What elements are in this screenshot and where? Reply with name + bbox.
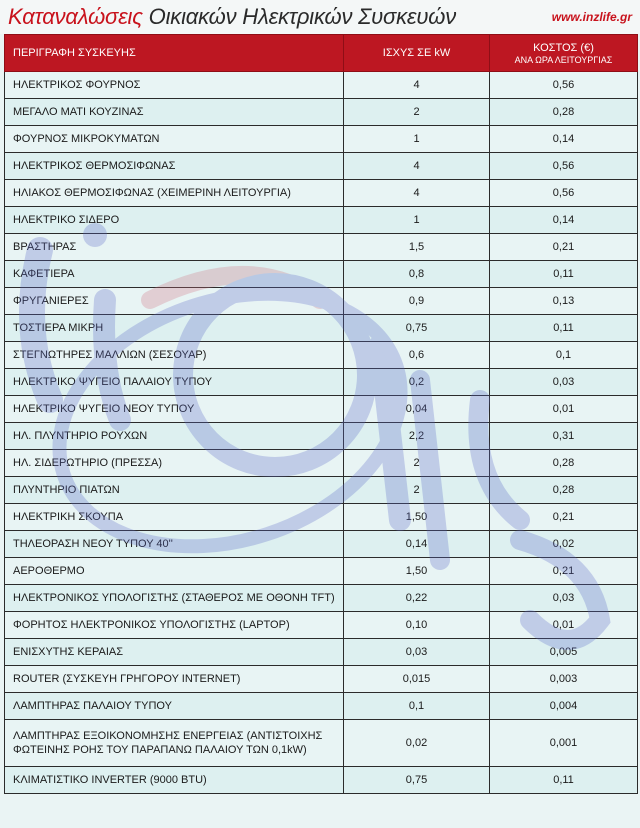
table-row — [5, 153, 638, 180]
appliance-name-cell: ΠΛΥΝΤΗΡΙΟ ΠΙΑΤΩΝ — [5, 477, 344, 504]
table-row — [5, 99, 638, 126]
table-row — [5, 585, 638, 612]
appliance-name-cell: ΛΑΜΠΤΗΡΑΣ ΕΞΟΙΚΟΝΟΜΗΣΗΣ ΕΝΕΡΓΕΙΑΣ (ΑΝΤΙΣΤΟΙΧΗΣ ΦΩΤΕΙΝΗΣ ΡΟΗΣ ΤΟΥ ΠΑΡΑΠΑΝΩ ΠΑΛΑΙΟΥ ΤΩΝ 0,1kW) — [5, 720, 344, 767]
column-header-cost-sublabel: ΑΝΑ ΩΡΑ ΛΕΙΤΟΥΡΓΙΑΣ — [514, 54, 613, 65]
appliance-name-cell: ΗΛΕΚΤΡΙΚΟΣ ΘΕΡΜΟΣΙΦΩΝΑΣ — [5, 153, 344, 180]
table-row — [5, 315, 638, 342]
power-cell: 0,015 — [344, 666, 490, 693]
power-cell: 4 — [344, 72, 490, 99]
table-row — [5, 639, 638, 666]
power-cell: 1 — [344, 126, 490, 153]
table-row — [5, 504, 638, 531]
power-cell: 0,02 — [344, 720, 490, 767]
table-row — [5, 126, 638, 153]
power-cell: 0,04 — [344, 396, 490, 423]
cost-cell: 0,1 — [490, 342, 638, 369]
table-row — [5, 288, 638, 315]
cost-cell: 0,56 — [490, 180, 638, 207]
cost-cell: 0,21 — [490, 504, 638, 531]
consumption-table — [4, 34, 638, 794]
power-cell: 0,8 — [344, 261, 490, 288]
page-title — [8, 4, 456, 30]
appliance-name-cell: ΦΡΥΓΑΝΙΕΡΕΣ — [5, 288, 344, 315]
table-row — [5, 180, 638, 207]
cost-cell: 0,03 — [490, 585, 638, 612]
appliance-name-cell: ΗΛΕΚΤΡΙΚΟ ΣΙΔΕΡΟ — [5, 207, 344, 234]
table-row — [5, 720, 638, 767]
table-row — [5, 72, 638, 99]
table-row — [5, 450, 638, 477]
consumption-table-wrapper — [4, 34, 637, 794]
column-header-cost-label: ΚΟΣΤΟΣ (€) — [533, 41, 594, 54]
power-cell: 4 — [344, 153, 490, 180]
table-body — [5, 72, 638, 794]
cost-cell: 0,13 — [490, 288, 638, 315]
appliance-name-cell: ΤΗΛΕΟΡΑΣΗ ΝΕΟΥ ΤΥΠΟΥ 40'' — [5, 531, 344, 558]
cost-cell: 0,11 — [490, 261, 638, 288]
title-rest: Οικιακών Ηλεκτρικών Συσκευών — [148, 4, 457, 29]
cost-cell: 0,14 — [490, 207, 638, 234]
power-cell: 0,10 — [344, 612, 490, 639]
appliance-name-cell: ΗΛΕΚΤΡΟΝΙΚΟΣ ΥΠΟΛΟΓΙΣΤΗΣ (ΣΤΑΘΕΡΟΣ ΜΕ ΟΘΟΝΗ TFT) — [5, 585, 344, 612]
appliance-name-cell: ΤΟΣΤΙΕΡΑ ΜΙΚΡΗ — [5, 315, 344, 342]
page-header — [0, 0, 640, 34]
cost-cell: 0,14 — [490, 126, 638, 153]
cost-cell: 0,004 — [490, 693, 638, 720]
cost-cell: 0,28 — [490, 450, 638, 477]
cost-cell: 0,01 — [490, 612, 638, 639]
title-accent: Καταναλώσεις — [8, 4, 143, 29]
cost-cell: 0,21 — [490, 234, 638, 261]
power-cell: 4 — [344, 180, 490, 207]
power-cell: 2 — [344, 450, 490, 477]
appliance-name-cell: ΕΝΙΣΧΥΤΗΣ ΚΕΡΑΙΑΣ — [5, 639, 344, 666]
cost-cell: 0,11 — [490, 767, 638, 794]
appliance-name-cell: ΑΕΡΟΘΕΡΜΟ — [5, 558, 344, 585]
power-cell: 1,50 — [344, 504, 490, 531]
appliance-name-cell: ΗΛΕΚΤΡΙΚΟΣ ΦΟΥΡΝΟΣ — [5, 72, 344, 99]
table-row — [5, 261, 638, 288]
table-row — [5, 612, 638, 639]
power-cell: 2 — [344, 477, 490, 504]
power-cell: 0,22 — [344, 585, 490, 612]
table-row — [5, 396, 638, 423]
cost-cell: 0,28 — [490, 99, 638, 126]
cost-cell: 0,11 — [490, 315, 638, 342]
power-cell: 1,50 — [344, 558, 490, 585]
table-row — [5, 369, 638, 396]
power-cell: 0,9 — [344, 288, 490, 315]
site-url: www.inzlife.gr — [551, 10, 632, 24]
table-row — [5, 693, 638, 720]
appliance-name-cell: ROUTER (ΣΥΣΚΕΥΗ ΓΡΗΓΟΡΟΥ INTERNET) — [5, 666, 344, 693]
cost-cell: 0,28 — [490, 477, 638, 504]
appliance-name-cell: ΗΛΙΑΚΟΣ ΘΕΡΜΟΣΙΦΩΝΑΣ (ΧΕΙΜΕΡΙΝΗ ΛΕΙΤΟΥΡΓΙΑ) — [5, 180, 344, 207]
table-row — [5, 558, 638, 585]
appliance-name-cell: ΒΡΑΣΤΗΡΑΣ — [5, 234, 344, 261]
cost-cell: 0,02 — [490, 531, 638, 558]
cost-cell: 0,21 — [490, 558, 638, 585]
column-header-cost — [490, 35, 638, 72]
table-row — [5, 531, 638, 558]
appliance-name-cell: ΗΛ. ΣΙΔΕΡΩΤΗΡΙΟ (ΠΡΕΣΣΑ) — [5, 450, 344, 477]
power-cell: 0,6 — [344, 342, 490, 369]
appliance-name-cell: ΗΛΕΚΤΡΙΚΟ ΨΥΓΕΙΟ ΠΑΛΑΙΟΥ ΤΥΠΟΥ — [5, 369, 344, 396]
appliance-name-cell: ΗΛ. ΠΛΥΝΤΗΡΙΟ ΡΟΥΧΩΝ — [5, 423, 344, 450]
cost-cell: 0,001 — [490, 720, 638, 767]
table-row — [5, 234, 638, 261]
cost-cell: 0,003 — [490, 666, 638, 693]
appliance-name-cell: ΦΟΥΡΝΟΣ ΜΙΚΡΟΚΥΜΑΤΩΝ — [5, 126, 344, 153]
table-row — [5, 342, 638, 369]
table-header-row — [5, 35, 638, 72]
power-cell: 0,75 — [344, 767, 490, 794]
column-header-power: ΙΣΧΥΣ ΣΕ kW — [344, 35, 490, 72]
cost-cell: 0,56 — [490, 72, 638, 99]
cost-cell: 0,56 — [490, 153, 638, 180]
appliance-name-cell: ΗΛΕΚΤΡΙΚΗ ΣΚΟΥΠΑ — [5, 504, 344, 531]
appliance-name-cell: ΛΑΜΠΤΗΡΑΣ ΠΑΛΑΙΟΥ ΤΥΠΟΥ — [5, 693, 344, 720]
power-cell: 1 — [344, 207, 490, 234]
table-row — [5, 423, 638, 450]
table-row — [5, 207, 638, 234]
cost-cell: 0,03 — [490, 369, 638, 396]
power-cell: 2,2 — [344, 423, 490, 450]
power-cell: 0,1 — [344, 693, 490, 720]
power-cell: 2 — [344, 99, 490, 126]
table-row — [5, 767, 638, 794]
power-cell: 0,75 — [344, 315, 490, 342]
table-row — [5, 666, 638, 693]
power-cell: 0,14 — [344, 531, 490, 558]
table-row — [5, 477, 638, 504]
appliance-name-cell: ΦΟΡΗΤΟΣ ΗΛΕΚΤΡΟΝΙΚΟΣ ΥΠΟΛΟΓΙΣΤΗΣ (LAPTOP) — [5, 612, 344, 639]
appliance-name-cell: ΚΛΙΜΑΤΙΣΤΙΚΟ INVERTER (9000 BTU) — [5, 767, 344, 794]
appliance-name-cell: ΚΑΦΕΤΙΕΡΑ — [5, 261, 344, 288]
cost-cell: 0,005 — [490, 639, 638, 666]
power-cell: 0,03 — [344, 639, 490, 666]
power-cell: 0,2 — [344, 369, 490, 396]
appliance-name-cell: ΣΤΕΓΝΩΤΗΡΕΣ ΜΑΛΛΙΩΝ (ΣΕΣΟΥΑΡ) — [5, 342, 344, 369]
power-cell: 1,5 — [344, 234, 490, 261]
cost-cell: 0,01 — [490, 396, 638, 423]
cost-cell: 0,31 — [490, 423, 638, 450]
column-header-description: ΠΕΡΙΓΡΑΦΗ ΣΥΣΚΕΥΗΣ — [5, 35, 344, 72]
appliance-name-cell: ΗΛΕΚΤΡΙΚΟ ΨΥΓΕΙΟ ΝΕΟΥ ΤΥΠΟΥ — [5, 396, 344, 423]
appliance-name-cell: ΜΕΓΑΛΟ ΜΑΤΙ ΚΟΥΖΙΝΑΣ — [5, 99, 344, 126]
